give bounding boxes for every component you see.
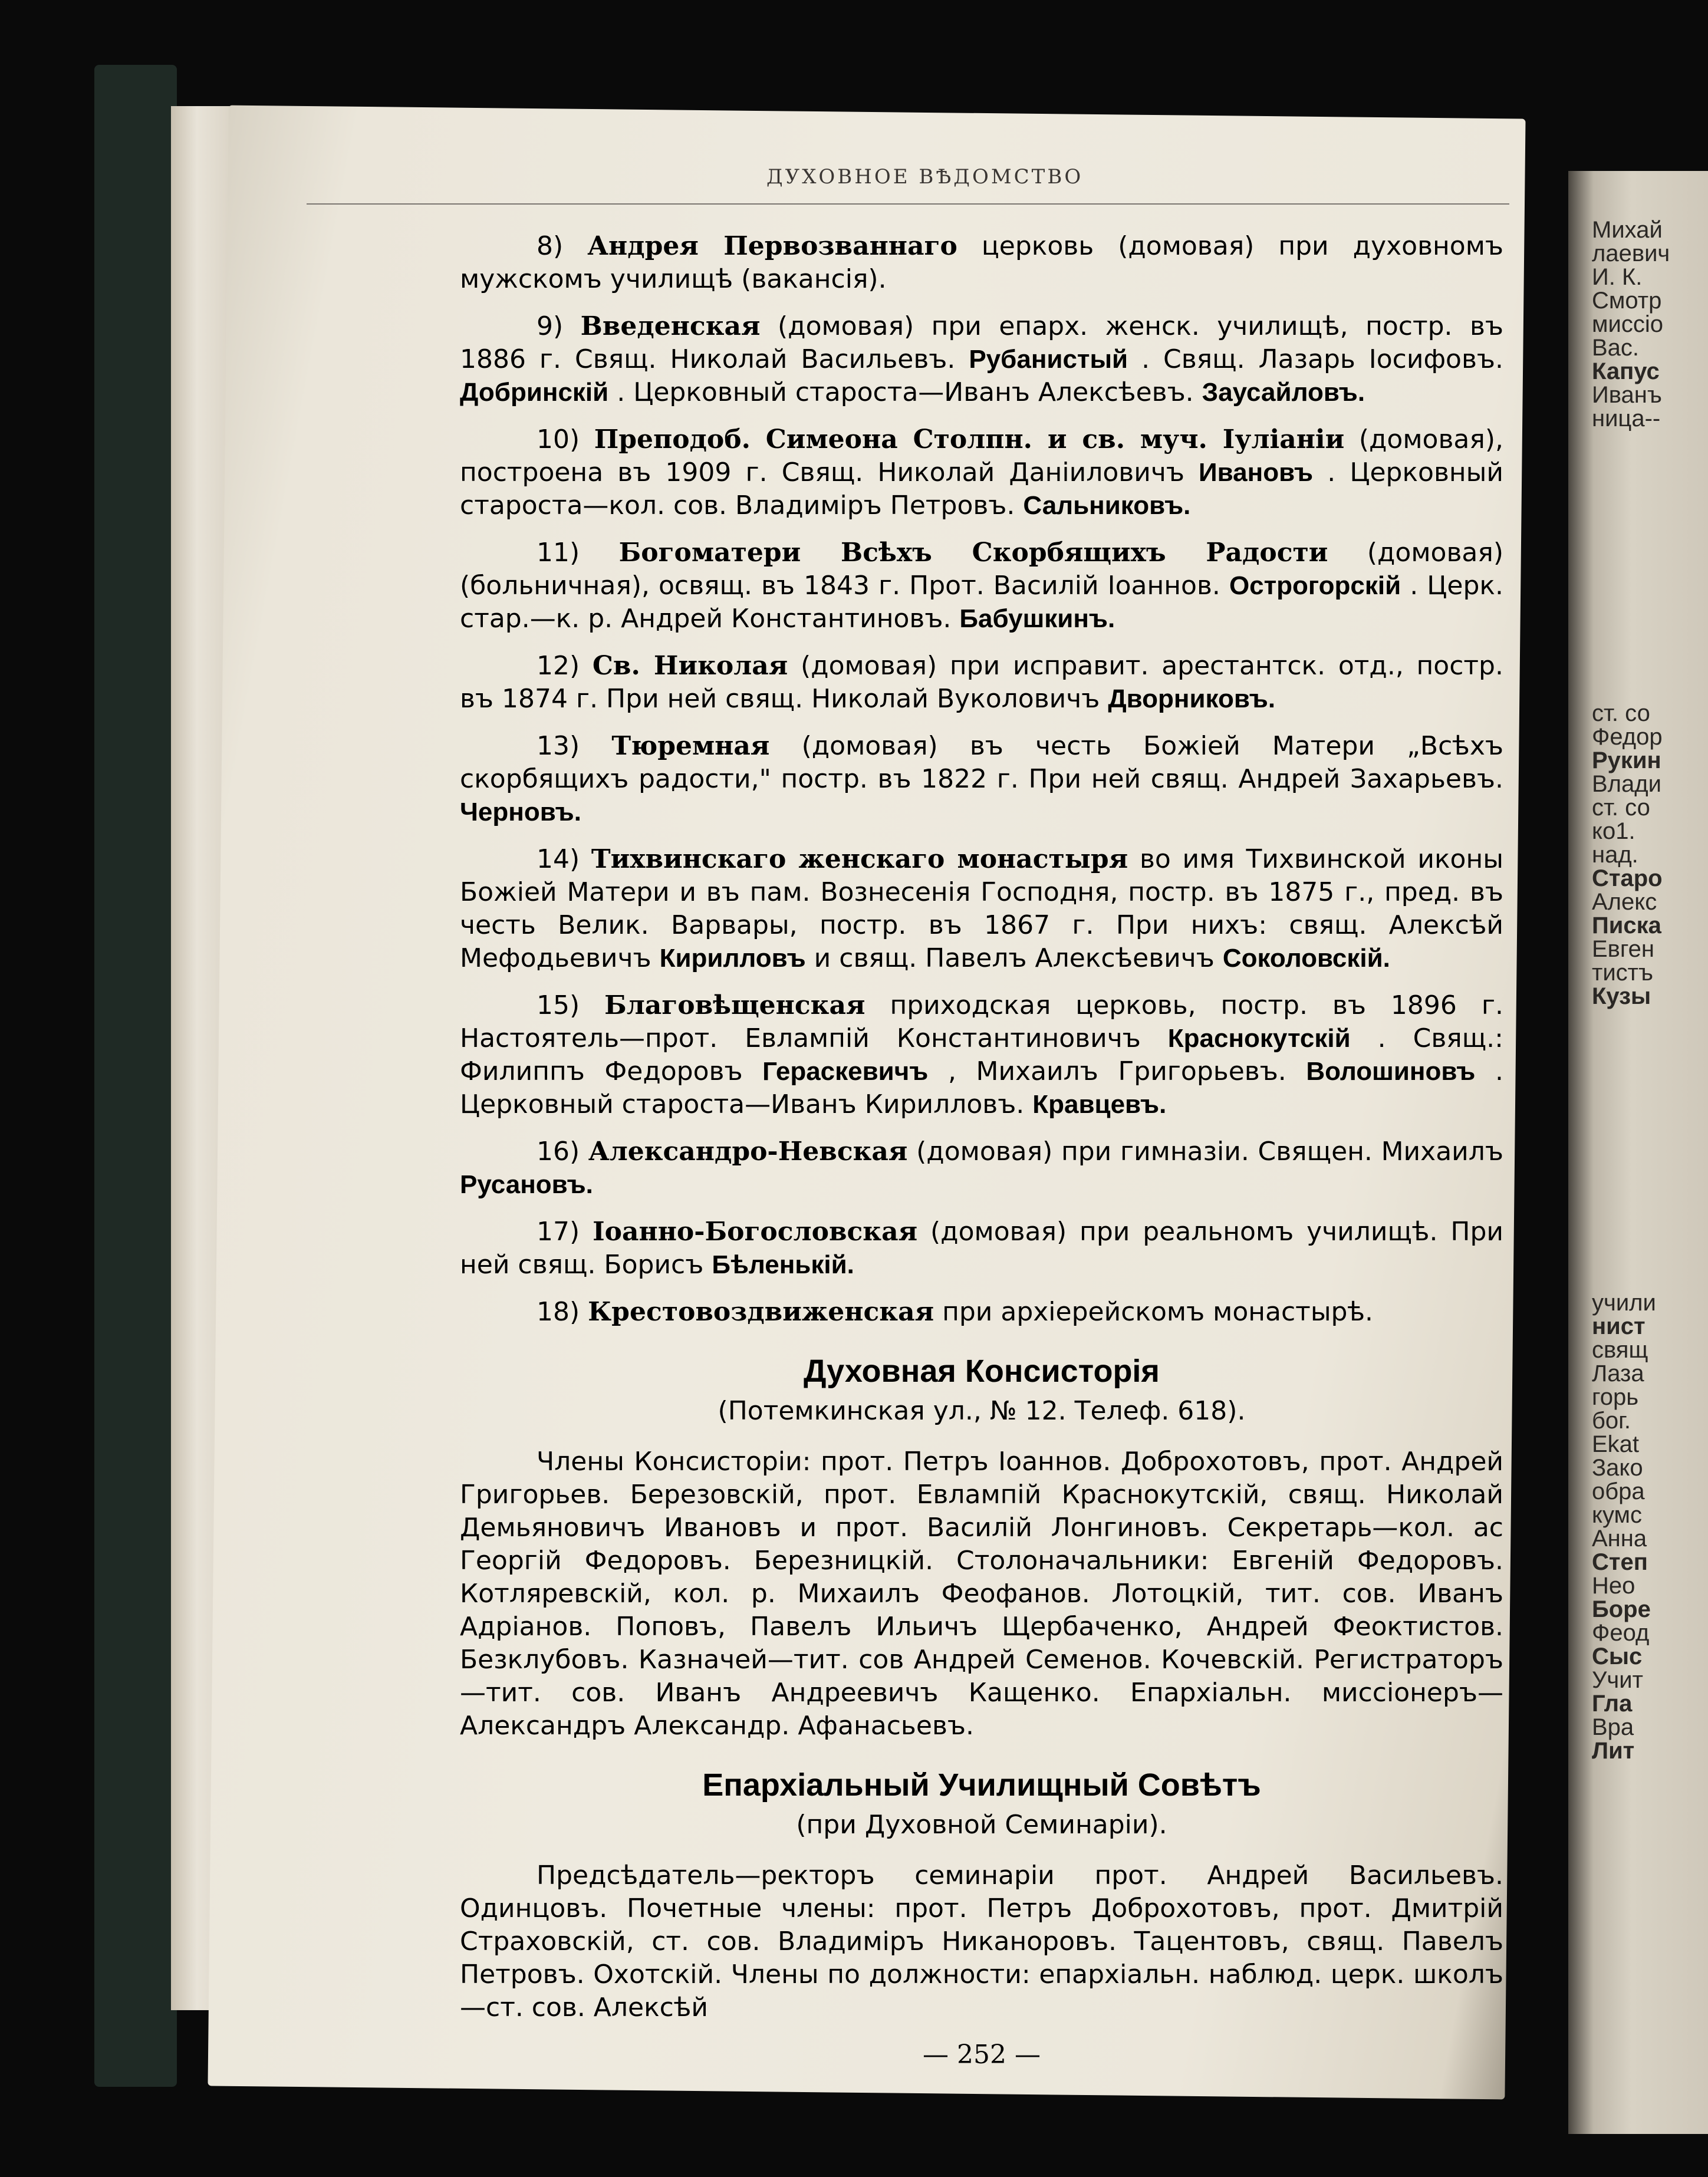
section-title-school-council: Епархіальный Училищный Совѣтъ bbox=[702, 1767, 1261, 1803]
next-page-fragment: Нео bbox=[1592, 1573, 1635, 1599]
next-page-fragment: ст. со bbox=[1592, 700, 1650, 726]
page-body bbox=[460, 230, 1503, 2071]
entry-bold2: Сальниковъ. bbox=[1023, 491, 1191, 520]
next-page-fragment: Ekat bbox=[1592, 1431, 1640, 1457]
running-head: ДУХОВНОЕ ВѢДОМСТВО bbox=[766, 165, 1084, 189]
entry-num: 14) bbox=[537, 844, 580, 874]
entry-text2: . Свящ. Лазарь Іосифовъ. bbox=[1141, 344, 1503, 374]
entry-num: 12) bbox=[537, 651, 580, 681]
entry-num: 18) bbox=[537, 1297, 580, 1327]
entry-text: (домовая), построена въ 1909 г. Свящ. Николай Даніиловичъ bbox=[460, 424, 1503, 488]
section-subtitle-school-council: (при Духовной Семинаріи). bbox=[796, 1810, 1167, 1840]
church-entry bbox=[460, 843, 1503, 975]
entry-bold1: Дворниковъ. bbox=[1108, 684, 1276, 713]
next-page-fragment: Сыс bbox=[1592, 1644, 1643, 1669]
entry-bold1: Острогорскій bbox=[1229, 571, 1401, 600]
entry-text2: . Свящ.: Филиппъ Федоровъ bbox=[460, 1023, 1503, 1086]
next-page-fragment: Лаза bbox=[1592, 1361, 1644, 1386]
entry-bold1: Черновъ. bbox=[460, 798, 581, 826]
next-page-fragment: Анна bbox=[1592, 1526, 1647, 1552]
entry-text: (домовая) при гимназіи. Священ. Михаилъ bbox=[916, 1137, 1503, 1167]
next-page-fragment: Вра bbox=[1592, 1714, 1634, 1740]
next-page-fragment: И. К. bbox=[1592, 264, 1643, 290]
entry-head: Андрея Первозваннаго bbox=[587, 231, 957, 261]
next-page-fragment: горь bbox=[1592, 1384, 1639, 1410]
church-entry bbox=[460, 1135, 1503, 1201]
entry-head: Благовѣщенская bbox=[604, 990, 865, 1020]
next-page-fragment: Зако bbox=[1592, 1455, 1643, 1481]
next-page-fragment: Учит bbox=[1592, 1667, 1643, 1693]
entry-text3: . Церковный староста—Иванъ Алексѣевъ. bbox=[617, 377, 1194, 407]
entry-bold2: Соколовскій. bbox=[1222, 944, 1390, 973]
entry-text: приходская церковь, постр. въ 1896 г. Настоятель—прот. Евлампій Константиновичъ bbox=[460, 990, 1503, 1053]
entry-text4: . Церковный староста—Иванъ Кирилловъ. bbox=[460, 1056, 1503, 1119]
entry-text: при архіерейскомъ монастырѣ. bbox=[942, 1297, 1374, 1327]
next-page-fragment: Лит bbox=[1592, 1738, 1635, 1764]
next-page-fragment: Смотр bbox=[1592, 288, 1662, 314]
next-page-fragment: ница-- bbox=[1592, 406, 1661, 432]
next-page-fragment: Боре bbox=[1592, 1596, 1651, 1622]
entry-head: Богоматери Всѣхъ Скорбящихъ Радости bbox=[618, 538, 1328, 568]
church-entry bbox=[460, 310, 1503, 409]
entry-bold4: Кравцевъ. bbox=[1032, 1090, 1167, 1119]
church-entry bbox=[460, 230, 1503, 296]
entry-num: 15) bbox=[537, 990, 580, 1020]
entry-bold1: Рубанистый bbox=[969, 345, 1128, 374]
next-page-fragment: миссіо bbox=[1592, 311, 1663, 337]
entry-num: 13) bbox=[537, 731, 580, 761]
next-page-fragment: над. bbox=[1592, 842, 1638, 868]
entry-text: (домовая) въ честь Божіей Матери „Всѣхъ скорбящихъ радости," постр. въ 1822 г. При ней свящ. Андрей Захарьевъ. bbox=[460, 731, 1503, 794]
entry-num: 8) bbox=[537, 231, 564, 261]
next-page-fragment: Старо bbox=[1592, 865, 1663, 891]
entry-head: Преподоб. Симеона Столпн. и св. муч. Іуліаніи bbox=[594, 424, 1345, 454]
next-page-fragment: Кузы bbox=[1592, 983, 1651, 1009]
next-page-fragment: Федор bbox=[1592, 724, 1663, 750]
section-text-school-council: Предсѣдатель—ректоръ семинаріи прот. Андрей Васильевъ. Одинцовъ. Почетные члены: прот. Петръ Доброхотовъ, прот. Дмитрій Страховскій, ст. сов. Владиміръ Никаноровъ. Тацентовъ, свящ. Павелъ Петровъ. Охотскій. Члены по должности: епархіальн. наблюд. церк. школъ—ст. сов. Алексѣй bbox=[460, 1860, 1503, 2023]
next-page-fragment: лаевич bbox=[1592, 241, 1670, 266]
entry-head: Крестовоздвиженская bbox=[588, 1297, 934, 1327]
next-page-fragment: Вас. bbox=[1592, 335, 1640, 361]
entry-text2: . Церк. стар.—к. р. Андрей Константиновъ. bbox=[460, 571, 1503, 634]
church-entry bbox=[460, 423, 1503, 522]
church-entry bbox=[460, 1216, 1503, 1282]
church-entry bbox=[460, 1296, 1503, 1329]
entry-num: 17) bbox=[537, 1217, 580, 1247]
entry-text3: , Михаилъ Григорьевъ. bbox=[947, 1056, 1286, 1086]
next-page-fragment: свящ bbox=[1592, 1337, 1648, 1363]
entry-text2: . Церковный староста—кол. сов. Владиміръ Петровъ. bbox=[460, 457, 1504, 521]
church-entry bbox=[460, 536, 1503, 635]
entry-text2: и свящ. Павелъ Алексѣевичъ bbox=[814, 943, 1215, 973]
section-subtitle-consistory: (Потемкинская ул., № 12. Телеф. 618). bbox=[718, 1396, 1246, 1426]
entry-bold2: Гераскевичъ bbox=[762, 1057, 929, 1086]
next-page-fragment: обра bbox=[1592, 1478, 1645, 1504]
next-page-fragment: ст. со bbox=[1592, 795, 1650, 821]
entry-bold1: Кирилловъ bbox=[659, 944, 806, 973]
next-page-fragment: Иванъ bbox=[1592, 382, 1662, 408]
entry-bold1: Ивановъ bbox=[1199, 458, 1314, 487]
church-entry bbox=[460, 730, 1503, 829]
entry-bold3: Волошиновъ bbox=[1306, 1057, 1476, 1086]
entry-text: во имя Тихвинской иконы Божіей Матери и въ пам. Вознесенія Господня, постр. въ 1875 г., пред. въ честь Велик. Варвары, постр. въ 1867 г. При нихъ: свящ. Алексѣй Мефодьевичъ bbox=[460, 844, 1503, 973]
book-cover bbox=[94, 65, 177, 2087]
entry-head: Св. Николая bbox=[592, 651, 788, 681]
church-entry bbox=[460, 650, 1503, 716]
entry-text: (домовая) при епарх. женск. училищѣ, постр. въ 1886 г. Свящ. Николай Васильевъ. bbox=[460, 311, 1503, 374]
entry-head: Александро-Невская bbox=[588, 1137, 908, 1167]
entry-bold3: Заусайловъ. bbox=[1202, 378, 1365, 407]
header-rule bbox=[307, 203, 1509, 205]
entry-num: 10) bbox=[537, 424, 580, 454]
entry-num: 16) bbox=[537, 1137, 580, 1167]
entry-text: (домовая) (больничная), освящ. въ 1843 г. Прот. Василій Іоаннов. bbox=[460, 538, 1503, 601]
entry-head: Введенская bbox=[580, 311, 761, 341]
church-entry bbox=[460, 989, 1503, 1121]
next-page-fragment: тистъ bbox=[1592, 960, 1653, 986]
next-page-fragment: Феод bbox=[1592, 1620, 1650, 1646]
entry-bold1: Русановъ. bbox=[460, 1170, 593, 1199]
next-page-fragment: Капус bbox=[1592, 358, 1660, 384]
entry-head: Тихвинскаго женскаго монастыря bbox=[591, 844, 1128, 874]
entry-bold2: Добринскій bbox=[460, 378, 609, 407]
next-page-fragment: Рукин bbox=[1592, 747, 1661, 773]
next-page-fragment: нист bbox=[1592, 1313, 1646, 1339]
next-page-fragment: учили bbox=[1592, 1290, 1656, 1316]
entry-num: 11) bbox=[537, 538, 580, 568]
entry-head: Тюремная bbox=[611, 731, 770, 761]
entry-text: церковь (домовая) при духовномъ мужскомъ училищѣ (вакансія). bbox=[460, 231, 1503, 294]
next-page-fragment: ко1. bbox=[1592, 818, 1635, 844]
section-text-consistory: Члены Консисторіи: прот. Петръ Іоаннов. Доброхотовъ, прот. Андрей Григорьев. Березовскій, прот. Евлампій Краснокутскій, свящ. Николай Демьяновичъ Ивановъ и прот. Василій Лонгиновъ. Секретарь—кол. ас Георгій Федоровъ. Березницкій. Столоначальники: Евгеній Федоровъ. Котляревскій, кол. р. Михаилъ Феофанов. Лотоцкій, тит. сов. Иванъ Адріанов. Поповъ, Павелъ Ильичъ Щербаченко, Андрей Феоктистов. Безклубовъ. Казначей—тит. сов Андрей Семенов. Кочевскій. Регистраторъ—тит. сов. Иванъ Андреевичъ Кащенко. Епархіальн. миссіонеръ—Александръ Александр. Афанасьевъ. bbox=[460, 1447, 1503, 1741]
entry-text: (домовая) при исправит. арестантск. отд., постр. въ 1874 г. При ней свящ. Николай Вуколовичъ bbox=[460, 651, 1503, 714]
entry-bold1: Краснокутскій bbox=[1167, 1024, 1351, 1053]
next-page-fragment: кумс bbox=[1592, 1502, 1642, 1528]
page-number: — 252 — bbox=[923, 2040, 1041, 2070]
next-page-fragment: Гла bbox=[1592, 1691, 1633, 1717]
next-page-fragment: Евген bbox=[1592, 936, 1654, 962]
entry-num: 9) bbox=[537, 311, 564, 341]
section-title-consistory: Духовная Консисторія bbox=[804, 1353, 1160, 1389]
entry-bold2: Бабушкинъ. bbox=[959, 604, 1115, 633]
next-page-fragment: Влади bbox=[1592, 771, 1661, 797]
next-page-fragment: Михай bbox=[1592, 217, 1663, 243]
next-page-fragment: бог. bbox=[1592, 1408, 1631, 1434]
next-page-edge bbox=[1568, 171, 1708, 2134]
next-page-fragment: Писка bbox=[1592, 913, 1661, 938]
next-page-fragment: Степ bbox=[1592, 1549, 1648, 1575]
entry-bold1: Бѣленькій. bbox=[712, 1250, 854, 1279]
entry-text: (домовая) при реальномъ училищѣ. При ней свящ. Борисъ bbox=[460, 1217, 1503, 1280]
next-page-fragment: Алекс bbox=[1592, 889, 1657, 915]
entry-head: Іоанно-Богословская bbox=[593, 1217, 918, 1247]
